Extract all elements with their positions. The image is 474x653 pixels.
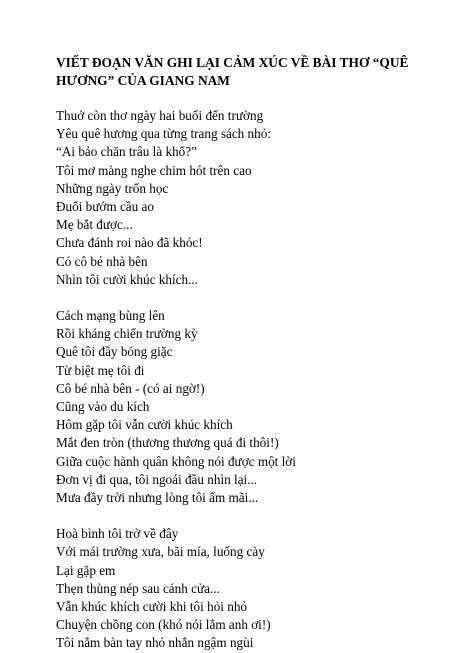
poem-line: Tôi nắm bàn tay nhỏ nhắn ngậm ngùi	[56, 635, 254, 651]
poem-line: Quê tôi đầy bóng giặc	[56, 344, 173, 360]
poem-line: Mắt đen tròn (thương thương quá đi thôi!)	[56, 435, 279, 451]
poem-line: Thuở còn thơ ngày hai buổi đến trường	[56, 108, 264, 123]
poem-line: Thẹn thùng nép sau cánh cửa...	[56, 580, 220, 596]
poem-stanza-2	[56, 307, 434, 507]
poem-line: Nhìn tôi cười khúc khích...	[56, 271, 198, 287]
poem-line: Lại gặp em	[56, 562, 116, 578]
poem-line: Giữa cuộc hành quân không nói được một lời	[56, 453, 296, 469]
poem-line: Đuổi bướm cầu ao	[56, 199, 154, 215]
poem-line: Từ biệt mẹ tôi đi	[56, 362, 145, 378]
poem-line: Cô bé nhà bên - (có ai ngờ!)	[56, 380, 205, 396]
poem-line: Những ngày trốn học	[56, 180, 169, 196]
poem-line: Rồi kháng chiến trường kỳ	[56, 326, 198, 342]
poem-line: Tôi mơ màng nghe chim hót trên cao	[56, 162, 252, 178]
poem-line: Hôm gặp tôi vẫn cười khúc khích	[56, 417, 233, 433]
poem-line: “Ai bảo chăn trâu là khổ?”	[56, 144, 197, 160]
poem-line: Yêu quê hương qua từng trang sách nhỏ:	[56, 126, 272, 142]
poem-stanza-3	[56, 525, 434, 652]
poem-line: Chưa đánh roi nào đã khóc!	[56, 235, 203, 251]
poem-stanza-1	[56, 107, 434, 289]
poem-line: Vẫn khúc khích cười khi tôi hỏi nhỏ	[56, 599, 248, 615]
document-title: VIẾT ĐOẠN VĂN GHI LẠI CẢM XÚC VỀ BÀI THƠ “QUÊ HƯƠNG” CỦA GIANG NAM	[56, 55, 409, 88]
poem-line: Đơn vị đi qua, tôi ngoái đầu nhìn lại...	[56, 471, 258, 487]
poem-line: Với mái trường xưa, bãi mía, luống cày	[56, 544, 265, 560]
poem-line: Chuyện chồng con (khó nói lắm anh ơi!)	[56, 617, 271, 633]
poem-line: Cũng vào du kích	[56, 399, 150, 415]
poem-line: Cách mạng bùng lên	[56, 308, 165, 324]
poem-line: Mẹ bắt được...	[56, 217, 133, 233]
poem-line: Hoà bình tôi trở về đây	[56, 526, 179, 542]
poem-line: Có cô bé nhà bên	[56, 253, 148, 269]
poem-line: Mưa đầy trời nhưng lòng tôi ấm mãi...	[56, 490, 259, 506]
